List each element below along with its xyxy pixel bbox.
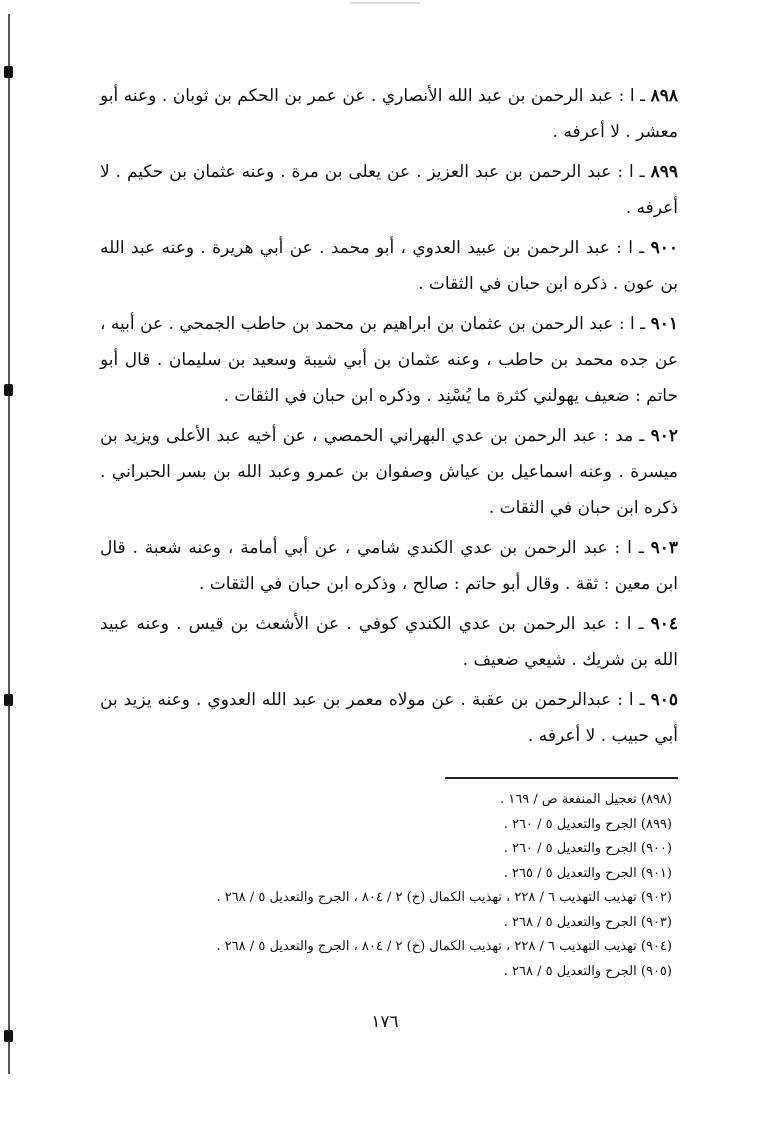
- footnote-separator: [445, 777, 678, 779]
- entry-number: ٩٠٢: [650, 426, 679, 446]
- entry-number: ٩٠٥: [650, 690, 679, 710]
- footnote-903: (٩٠٣) الجرح والتعديل ٥ / ٢٦٨ .: [503, 914, 672, 930]
- binding-hole-mark: [4, 66, 13, 78]
- footnote-900: (٩٠٠) الجرح والتعديل ٥ / ٢٦٠ .: [503, 841, 672, 856]
- entry-number: ٩٠٠: [650, 238, 679, 258]
- entry-905: [100, 682, 678, 754]
- entry-number: ٨٩٩: [650, 162, 678, 182]
- entry-900: [100, 230, 678, 302]
- entry-text: ـ ا : عبد الرحمن بن عدي الكندي شامي ، عن أبي أمامة ، وعنه شعبة . قال ابن معين : ثقة . وقال أبو حاتم : صالح ، وذكره ابن حبان في الثقات .: [100, 538, 678, 594]
- entry-904: [100, 606, 678, 678]
- footnote-901: (٩٠١) الجرح والتعديل ٥ / ٢٦٥ .: [503, 865, 672, 881]
- binding-edge-line: [8, 14, 10, 1074]
- biography-entries: [100, 78, 678, 754]
- entry-text: ـ ا : عبد الرحمن بن عدي الكندي كوفي . عن الأشعث بن قيس . وعنه عبيد الله بن شريك . شيعي ضعيف .: [100, 614, 678, 670]
- binding-hole-mark: [4, 694, 13, 706]
- footnote-902: (٩٠٢) تهذيب التهذيب ٦ / ٢٢٨ ، تهذيب الكمال (خ) ٢ / ٨٠٤ ، الجرح والتعديل ٥ / ٢٦٨ .: [216, 890, 672, 905]
- entry-903: [100, 530, 678, 602]
- entry-898: [100, 78, 678, 150]
- entry-text: ـ ا : عبد الرحمن بن عبد العزيز . عن يعلى بن مرة . وعنه عثمان بن حكيم . لا أعرفه .: [100, 162, 678, 218]
- entry-text: ـ مد : عبد الرحمن بن عدي البهراني الحمصي ، عن أخيه عبد الأعلى ويزيد بن ميسرة . وعنه اسماعيل بن عياش وصفوان بن عمرو وعبد الله بن بسر الحبراني . ذكره ابن حبان في الثقات .: [100, 426, 678, 518]
- entry-number: ٩٠٤: [650, 614, 678, 634]
- footnote-904: (٩٠٤) تهذيب التهذيب ٦ / ٢٢٨ ، تهذيب الكمال (خ) ٢ / ٨٠٤ ، الجرح والتعديل ٥ / ٢٦٨ .: [216, 939, 672, 954]
- binding-hole-mark: [4, 1030, 13, 1042]
- entry-number: ٩٠١: [650, 314, 678, 334]
- entry-text: ـ ا : عبد الرحمن بن عبد الله الأنصاري . عن عمر بن الحكم بن ثوبان . وعنه أبو معشر . لا أعرفه .: [100, 86, 678, 142]
- page-number: ١٧٦: [371, 1012, 399, 1032]
- footnote-898: (٨٩٨) تعجيل المنفعة ص / ١٦٩ .: [500, 792, 672, 807]
- scan-artifact-top: [350, 2, 420, 4]
- binding-hole-mark: [4, 384, 13, 396]
- entry-902: [100, 418, 678, 526]
- entry-text: ـ ا : عبدالرحمن بن عقبة . عن مولاه معمر بن عبد الله العدوي . وعنه يزيد بن أبي حبيب . لا أعرفه .: [100, 690, 678, 746]
- entry-899: [100, 154, 678, 226]
- footnote-899: (٨٩٩) الجرح والتعديل ٥ / ٢٦٠ .: [503, 816, 672, 832]
- entry-text: ـ ا : عبد الرحمن بن عثمان بن ابراهيم بن محمد بن حاطب الجمحي . عن أبيه ، عن جده محمد بن حاطب ، وعنه عثمان بن أبي شيبة وسعيد بن سليمان . قال أبو حاتم : ضعيف يهولني كثرة ما يُسْنِد . وذكره ابن حبان في الثقات .: [100, 314, 678, 406]
- entry-text: ـ ا : عبد الرحمن بن عبيد العدوي ، أبو محمد . عن أبي هريرة . وعنه عبد الله بن عون . ذكره ابن حبان في الثقات .: [100, 238, 678, 294]
- footnotes: [100, 788, 672, 984]
- entry-number: ٨٩٨: [650, 86, 679, 106]
- entry-number: ٩٠٣: [650, 538, 678, 558]
- entry-901: [100, 306, 678, 414]
- footnote-905: (٩٠٥) الجرح والتعديل ٥ / ٢٦٨ .: [503, 963, 672, 979]
